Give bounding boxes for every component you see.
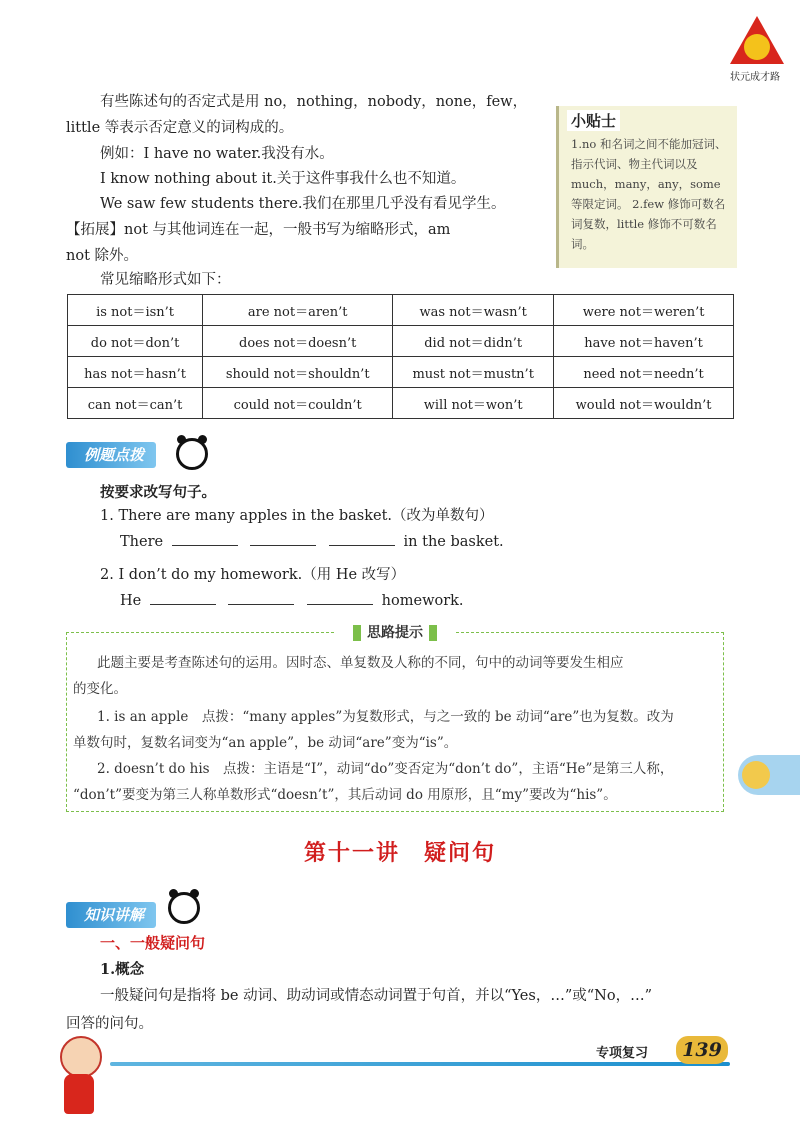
example-line-2: I know nothing about it.关于这件事我什么也不知道。 [100,171,466,187]
table-cell: would not＝wouldn’t [554,388,734,419]
mascot-illustration [48,1030,112,1120]
blank-input[interactable] [307,592,373,605]
section-heading: 一、一般疑问句 [100,934,206,952]
chapter-title: 第十一讲 疑问句 [303,841,496,866]
table-cell: should not＝shouldn’t [203,357,393,388]
panda-icon [168,892,200,924]
side-tab [738,755,800,795]
example-line-1: 例如：I have no water.我没有水。 [100,146,334,162]
table-row [68,295,734,326]
hint-title-text: 思路提示 [367,625,423,641]
example-badge: 例题点拨 [66,442,156,468]
hint-bar-icon [353,625,361,641]
panda-icon [176,438,208,470]
table-cell: can not＝can’t [68,388,203,419]
hint-answer-1b: 单数句时，复数名词变为“an apple”，be 动词“are”变为“is”。 [73,735,458,751]
footer-line [110,1062,730,1066]
contractions-table [67,294,734,419]
blank-input[interactable] [329,533,395,546]
blank-input[interactable] [228,592,294,605]
table-cell: have not＝haven’t [554,326,734,357]
instruction: 按要求改写句子。 [100,485,216,501]
common-forms-label: 常见缩略形式如下： [100,272,231,288]
knowledge-text-2: 回答的问句。 [66,1016,153,1032]
knowledge-badge: 知识讲解 [66,902,156,928]
hint-bar-icon [429,625,437,641]
subsection-heading: 1.概念 [100,961,145,978]
table-cell: does not＝doesn’t [203,326,393,357]
blank-input[interactable] [150,592,216,605]
mascot-face-icon [742,761,770,789]
logo-emblem-icon [744,34,770,60]
hint-para-1: 此题主要是考查陈述句的运用。因时态、单复数及人称的不同，句中的动词等要发生相应 [97,655,624,671]
tip-box [556,106,737,268]
page-number: 139 [676,1036,728,1064]
hint-para-1b: 的变化。 [73,681,127,697]
expand-line-2: not 除外。 [66,248,139,264]
question-2: 2. I don’t do my homework.（用 He 改写） [100,567,406,583]
tip-text: 1.no 和名词之间不能加冠词、指示代词、物主代词以及 much，many，any，some 等限定词。 2.few 修饰可数名词复数，little 修饰不可数名词。 [571,137,727,251]
publisher-logo [722,16,792,84]
answer-1-end: in the basket. [403,534,504,550]
answer-2-end: homework. [381,593,464,609]
blank-input[interactable] [250,533,316,546]
mascot-head-icon [60,1036,102,1078]
answer-1-start: There [120,534,164,550]
hint-answer-2: 2. doesn’t do his 点拨：主语是“I”，动词“do”变否定为“don’t do”，主语“He”是第三人称， [97,761,674,777]
table-row [68,326,734,357]
table-cell: has not＝hasn’t [68,357,203,388]
logo-text: 状元成才路 [730,72,780,83]
answer-line-1 [120,533,504,550]
table-cell: did not＝didn’t [393,326,554,357]
table-cell: was not＝wasn’t [393,295,554,326]
answer-2-start: He [120,593,142,609]
knowledge-text-1: 一般疑问句是指将 be 动词、助动词或情态动词置于句首，并以“Yes，…”或“No，…” [100,988,652,1004]
mascot-body-icon [64,1074,94,1114]
footer-label: 专项复习 [596,1046,649,1061]
table-row [68,388,734,419]
answer-line-2 [120,592,464,609]
table-row [68,357,734,388]
question-1: 1. There are many apples in the basket.（改为单数句） [100,508,494,524]
expand-line-1: 【拓展】not 与其他词连在一起，一般书写为缩略形式，am [66,222,451,238]
table-cell: were not＝weren’t [554,295,734,326]
tip-title: 小贴士 [567,110,620,131]
table-cell: do not＝don’t [68,326,203,357]
hint-box [66,625,724,812]
table-cell: is not＝isn’t [68,295,203,326]
intro-line-1: 有些陈述句的否定式是用 no，nothing，nobody，none，few， [100,94,528,110]
example-line-3: We saw few students there.我们在那里几乎没有看见学生。 [100,196,506,212]
hint-answer-1: 1. is an apple 点拨：“many apples”为复数形式，与之一致的 be 动词“are”也为复数。改为 [97,709,674,725]
table-cell: could not＝couldn’t [203,388,393,419]
hint-title [335,621,455,645]
intro-line-2: little 等表示否定意义的词构成的。 [66,120,294,136]
blank-input[interactable] [172,533,238,546]
table-cell: will not＝won’t [393,388,554,419]
table-cell: must not＝mustn’t [393,357,554,388]
table-cell: are not＝aren’t [203,295,393,326]
hint-answer-2b: “don’t”要变为第三人称单数形式“doesn’t”，其后动词 do 用原形，且“my”要改为“his”。 [73,787,617,803]
table-cell: need not＝needn’t [554,357,734,388]
